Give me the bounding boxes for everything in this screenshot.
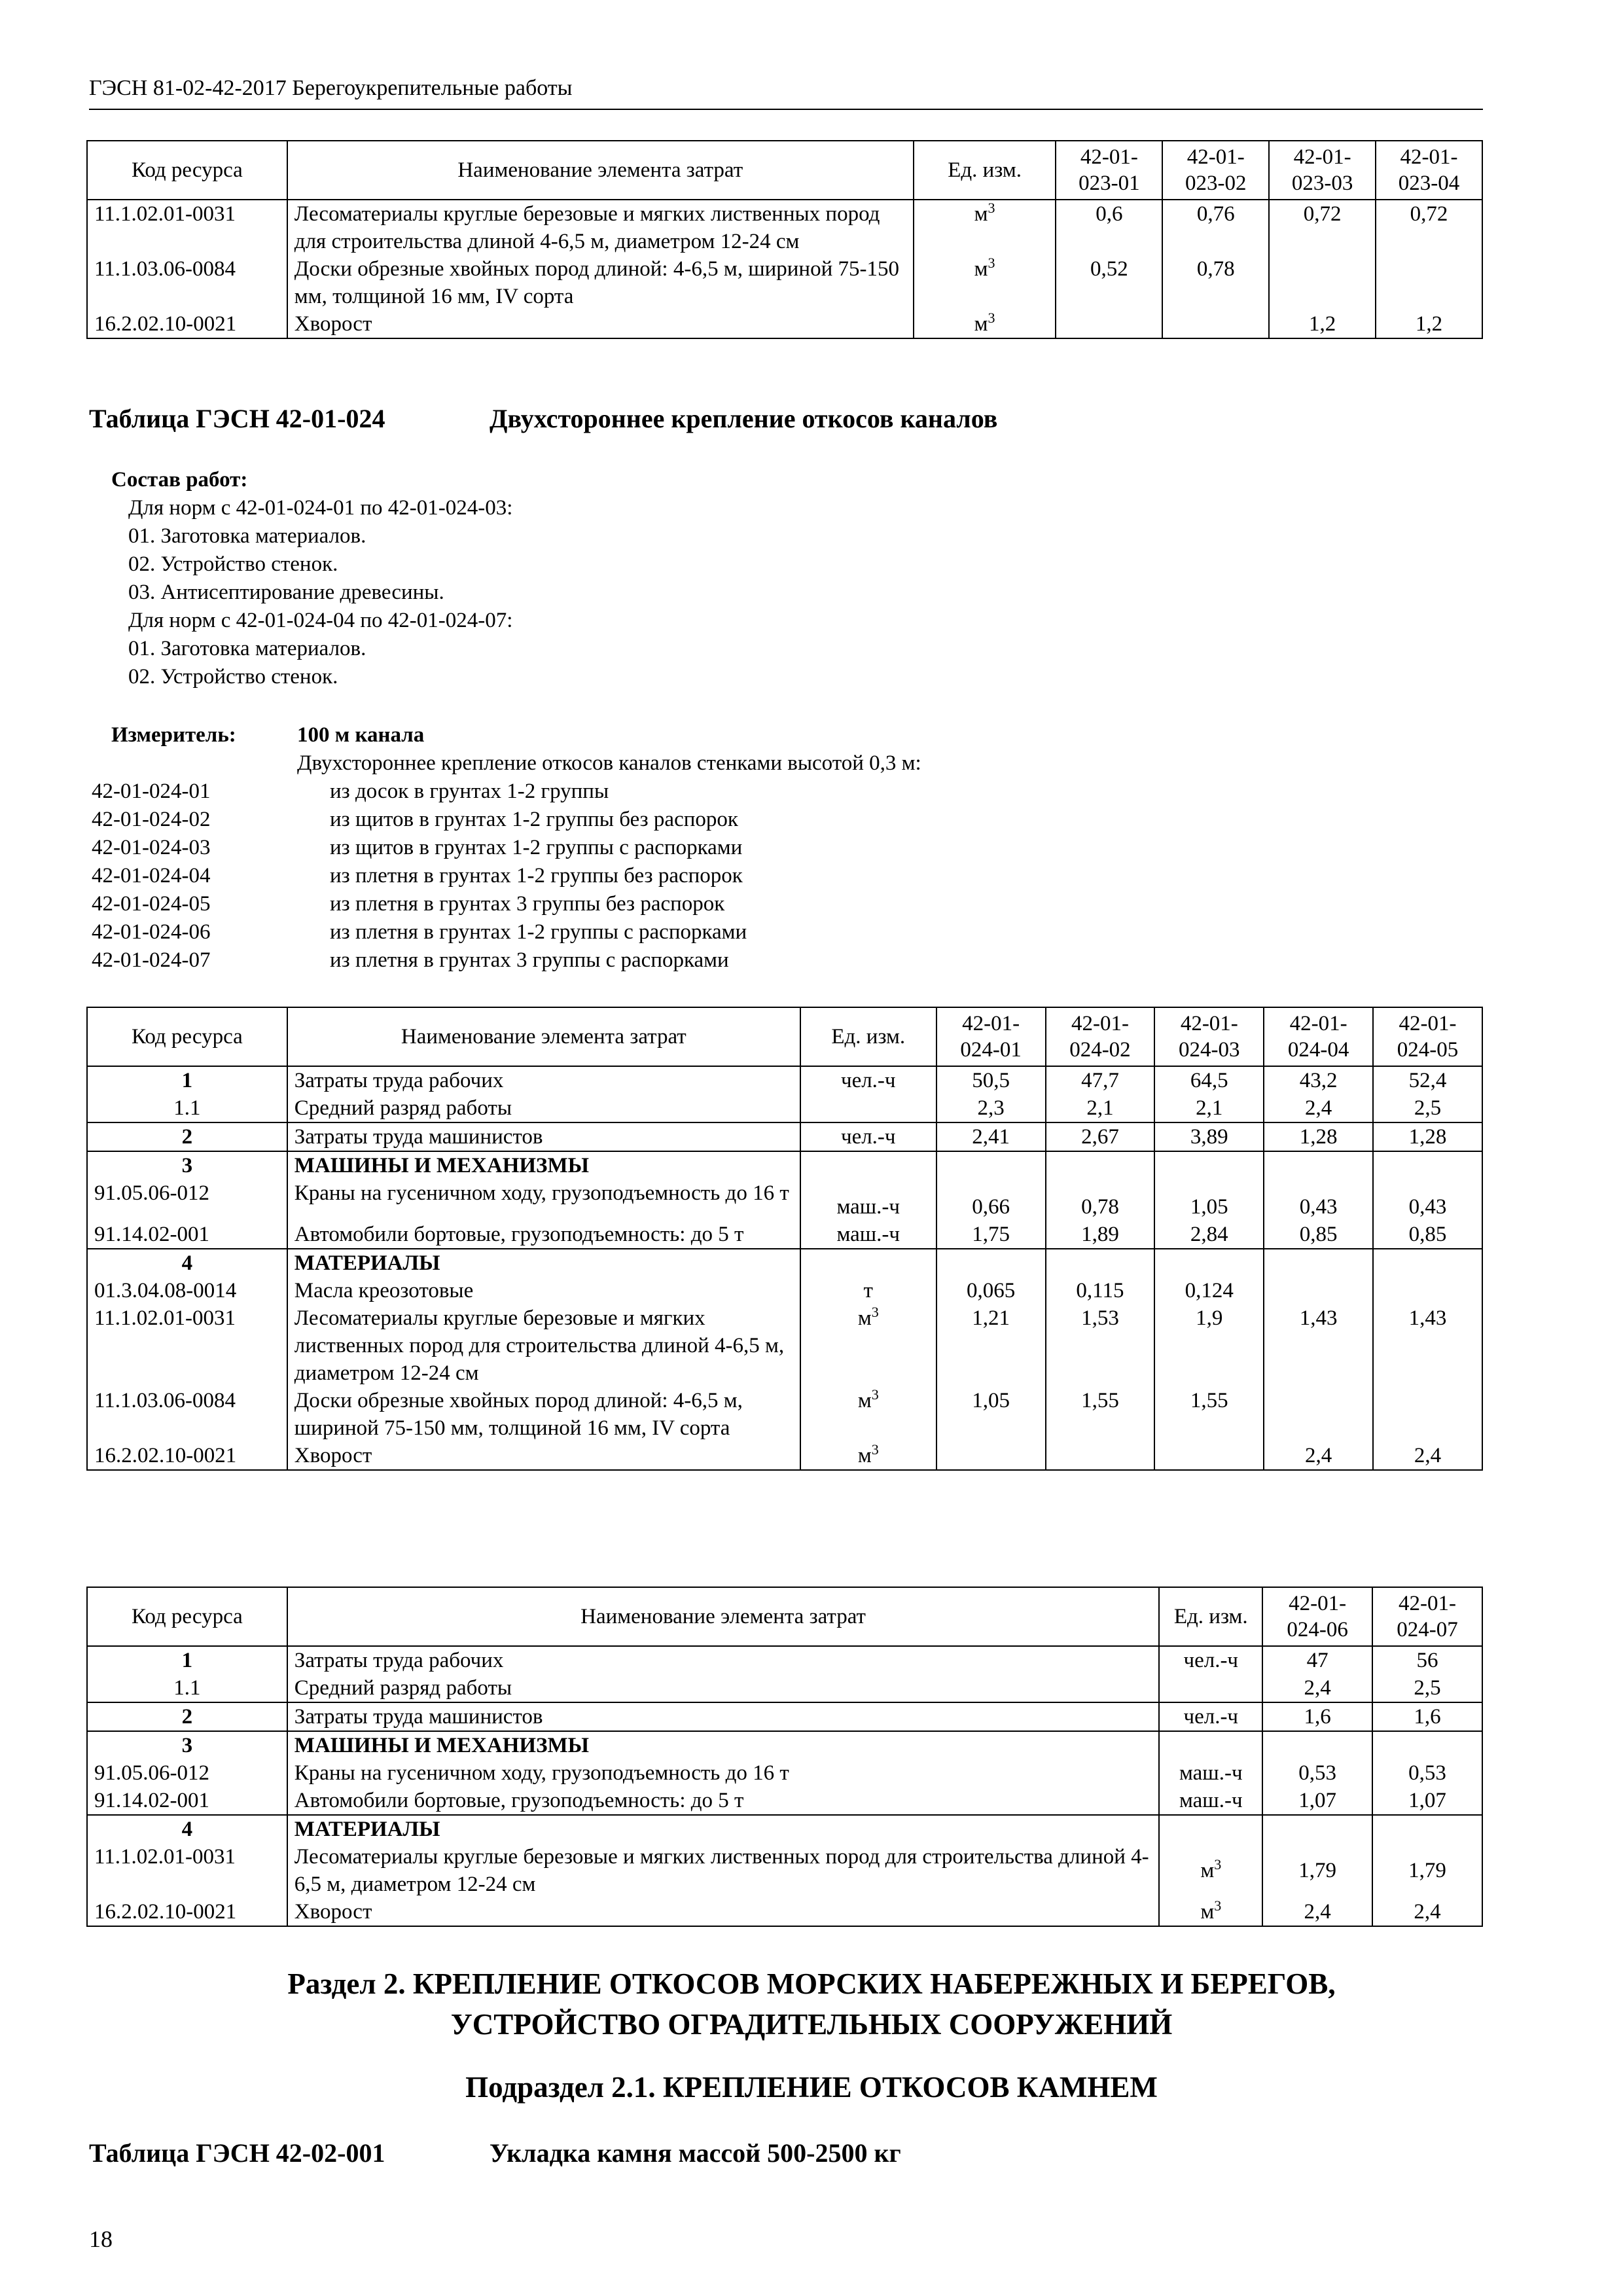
col-code-header: Код ресурса bbox=[87, 1007, 287, 1066]
norm-value: 0,78 bbox=[1046, 1179, 1155, 1221]
resource-name: Лесоматериалы круглые березовые и мягких лиственных пород для строительства длиной 4-6,5 м, диаметром 12-24 см bbox=[287, 1843, 1160, 1898]
next-table-label: Таблица ГЭСН 42-02-001 bbox=[89, 2138, 385, 2168]
resource-unit bbox=[1159, 1674, 1262, 1702]
resource-name: Масла креозотовые bbox=[287, 1277, 800, 1304]
norm-value: 52,4 bbox=[1373, 1066, 1482, 1094]
norm-value: 1,9 bbox=[1154, 1304, 1264, 1387]
norm-value bbox=[1162, 310, 1269, 338]
meter-value: 100 м канала bbox=[297, 723, 425, 747]
resource-code: 91.05.06-012 bbox=[87, 1759, 287, 1787]
resource-name: Хворост bbox=[287, 310, 914, 338]
norm-value: 1,6 bbox=[1262, 1702, 1372, 1731]
resource-code: 11.1.02.01-0031 bbox=[87, 1843, 287, 1898]
norm-value: 1,55 bbox=[1046, 1387, 1155, 1442]
table-row bbox=[87, 1304, 1482, 1387]
norm-header: 42-01- 024-03 bbox=[1154, 1007, 1264, 1066]
resource-code: 11.1.02.01-0031 bbox=[87, 200, 287, 255]
norm-value: 1,28 bbox=[1264, 1122, 1373, 1151]
norm-code: 42-01-024-05 bbox=[92, 892, 211, 916]
empty-cell bbox=[1046, 1151, 1155, 1179]
norm-value bbox=[1264, 1387, 1373, 1442]
norm-value: 2,5 bbox=[1372, 1674, 1482, 1702]
resource-name: Краны на гусеничном ходу, грузоподъемность до 16 т bbox=[287, 1179, 800, 1221]
norm-header: 42-01- 024-04 bbox=[1264, 1007, 1373, 1066]
col-name-header: Наименование элемента затрат bbox=[287, 1007, 800, 1066]
empty-cell bbox=[1262, 1731, 1372, 1759]
norm-value: 2,4 bbox=[1372, 1898, 1482, 1926]
norm-value: 0,53 bbox=[1372, 1759, 1482, 1787]
norm-description: из щитов в грунтах 1-2 группы без распорок bbox=[330, 808, 738, 831]
norm-value: 1,05 bbox=[1154, 1179, 1264, 1221]
norm-value bbox=[1046, 1442, 1155, 1470]
norm-value: 1,28 bbox=[1373, 1122, 1482, 1151]
table-row bbox=[87, 1442, 1482, 1470]
norm-value: 2,4 bbox=[1262, 1898, 1372, 1926]
norm-value: 1,89 bbox=[1046, 1221, 1155, 1249]
subsection-title: Подраздел 2.1. КРЕПЛЕНИЕ ОТКОСОВ КАМНЕМ bbox=[465, 2071, 1158, 2104]
resource-code: 1 bbox=[87, 1646, 287, 1674]
resource-name: Краны на гусеничном ходу, грузоподъемность до 16 т bbox=[287, 1759, 1160, 1787]
norm-code: 42-01-024-07 bbox=[92, 948, 211, 972]
norm-value: 0,065 bbox=[936, 1277, 1046, 1304]
norm-value: 0,85 bbox=[1264, 1221, 1373, 1249]
composition-item: 01. Заготовка материалов. bbox=[128, 637, 366, 660]
norm-header: 42-01- 024-06 bbox=[1262, 1587, 1372, 1646]
norm-header: 42-01- 023-04 bbox=[1376, 141, 1482, 200]
resource-name: Затраты труда рабочих bbox=[287, 1646, 1160, 1674]
group-title: МАТЕРИАЛЫ bbox=[287, 1815, 1160, 1843]
norm-value: 1,6 bbox=[1372, 1702, 1482, 1731]
norm-code: 42-01-024-03 bbox=[92, 836, 211, 859]
norm-value: 47,7 bbox=[1046, 1066, 1155, 1094]
section-title-line: УСТРОЙСТВО ОГРАДИТЕЛЬНЫХ СООРУЖЕНИЙ bbox=[450, 2008, 1173, 2041]
norm-header: 42-01- 024-02 bbox=[1046, 1007, 1155, 1066]
norm-description: из плетня в грунтах 1-2 группы без распорок bbox=[330, 864, 743, 888]
norm-value: 0,115 bbox=[1046, 1277, 1155, 1304]
norm-value: 2,5 bbox=[1373, 1094, 1482, 1122]
norm-value: 0,53 bbox=[1262, 1759, 1372, 1787]
norm-value: 1,2 bbox=[1269, 310, 1376, 338]
resource-unit: маш.-ч bbox=[800, 1221, 936, 1249]
table-row bbox=[87, 1646, 1482, 1674]
table-row bbox=[87, 1179, 1482, 1221]
empty-cell bbox=[1373, 1249, 1482, 1277]
norm-value bbox=[1373, 1387, 1482, 1442]
table-row bbox=[87, 1759, 1482, 1787]
norm-header: 42-01- 024-01 bbox=[936, 1007, 1046, 1066]
norm-value: 2,1 bbox=[1154, 1094, 1264, 1122]
resource-code: 11.1.02.01-0031 bbox=[87, 1304, 287, 1387]
resource-name: Хворост bbox=[287, 1442, 800, 1470]
table-row bbox=[87, 1387, 1482, 1442]
empty-cell bbox=[800, 1249, 936, 1277]
col-unit-header: Ед. изм. bbox=[914, 141, 1056, 200]
empty-cell bbox=[1264, 1151, 1373, 1179]
resource-code: 16.2.02.10-0021 bbox=[87, 1898, 287, 1926]
group-title: МАШИНЫ И МЕХАНИЗМЫ bbox=[287, 1151, 800, 1179]
norm-header: 42-01- 024-05 bbox=[1373, 1007, 1482, 1066]
resource-name: Лесоматериалы круглые березовые и мягких лиственных пород для строительства длиной 4-6,5 м, диаметром 12-24 см bbox=[287, 200, 914, 255]
resource-unit: $м^3$ bbox=[800, 1387, 936, 1442]
resource-code: 11.1.03.06-0084 bbox=[87, 1387, 287, 1442]
resource-code: 4 bbox=[87, 1815, 287, 1843]
norm-value bbox=[1376, 255, 1482, 310]
norm-value: 0,76 bbox=[1162, 200, 1269, 255]
resource-code: 3 bbox=[87, 1731, 287, 1759]
norm-value: 43,2 bbox=[1264, 1066, 1373, 1094]
table-row bbox=[87, 1898, 1482, 1926]
resource-unit: т bbox=[800, 1277, 936, 1304]
resource-unit: $м^3$ bbox=[1159, 1843, 1262, 1898]
norm-description: из плетня в грунтах 1-2 группы с распорками bbox=[330, 920, 747, 944]
section-title bbox=[0, 1964, 1623, 2045]
norm-value: 0,124 bbox=[1154, 1277, 1264, 1304]
norm-value: 56 bbox=[1372, 1646, 1482, 1674]
norm-code: 42-01-024-01 bbox=[92, 780, 211, 803]
norm-codes-list bbox=[92, 778, 210, 975]
norm-value: 1,21 bbox=[936, 1304, 1046, 1387]
table-row bbox=[87, 1066, 1482, 1094]
resource-unit: $м^3$ bbox=[914, 310, 1056, 338]
resource-code: 11.1.03.06-0084 bbox=[87, 255, 287, 310]
resource-code: 1.1 bbox=[87, 1094, 287, 1122]
resource-code: 91.14.02-001 bbox=[87, 1221, 287, 1249]
norm-code: 42-01-024-02 bbox=[92, 808, 211, 831]
norm-value: 0,52 bbox=[1056, 255, 1162, 310]
col-unit-header: Ед. изм. bbox=[800, 1007, 936, 1066]
norm-value bbox=[1154, 1442, 1264, 1470]
norm-value: 50,5 bbox=[936, 1066, 1046, 1094]
table-row bbox=[87, 1731, 1482, 1759]
running-header: ГЭСН 81-02-42-2017 Берегоукрепительные работы bbox=[89, 76, 573, 100]
norm-value: 2,84 bbox=[1154, 1221, 1264, 1249]
resource-unit: $м^3$ bbox=[914, 255, 1056, 310]
resource-table-024-b bbox=[86, 1587, 1483, 1927]
norm-value: 0,43 bbox=[1264, 1179, 1373, 1221]
empty-cell bbox=[1159, 1731, 1262, 1759]
norm-value: 1,79 bbox=[1262, 1843, 1372, 1898]
norm-value: 0,72 bbox=[1376, 200, 1482, 255]
norm-header: 42-01- 023-01 bbox=[1056, 141, 1162, 200]
resource-unit: чел.-ч bbox=[1159, 1646, 1262, 1674]
resource-name: Хворост bbox=[287, 1898, 1160, 1926]
resource-unit: маш.-ч bbox=[1159, 1759, 1262, 1787]
norm-value: 1,43 bbox=[1264, 1304, 1373, 1387]
empty-cell bbox=[1262, 1815, 1372, 1843]
resource-code: 1 bbox=[87, 1066, 287, 1094]
resource-code: 4 bbox=[87, 1249, 287, 1277]
composition-item: Для норм с 42-01-024-04 по 42-01-024-07: bbox=[128, 609, 513, 632]
col-code-header: Код ресурса bbox=[87, 1587, 287, 1646]
next-table-title: Укладка камня массой 500-2500 кг bbox=[490, 2138, 901, 2168]
table-row bbox=[87, 255, 1482, 310]
resource-unit: маш.-ч bbox=[800, 1179, 936, 1221]
table-row bbox=[87, 1094, 1482, 1122]
resource-code: 91.05.06-012 bbox=[87, 1179, 287, 1221]
norm-value: 2,67 bbox=[1046, 1122, 1155, 1151]
norm-descriptions-list bbox=[330, 778, 747, 975]
norm-description: из досок в грунтах 1-2 группы bbox=[330, 780, 609, 803]
resource-table-023 bbox=[86, 140, 1483, 339]
empty-cell bbox=[1154, 1151, 1264, 1179]
composition-label: Состав работ: bbox=[111, 468, 248, 492]
norm-value: 0,43 bbox=[1373, 1179, 1482, 1221]
resource-code: 2 bbox=[87, 1702, 287, 1731]
col-code-header: Код ресурса bbox=[87, 141, 287, 200]
composition-item: 02. Устройство стенок. bbox=[128, 665, 338, 689]
norm-value: 2,41 bbox=[936, 1122, 1046, 1151]
composition-item: 03. Антисептирование древесины. bbox=[128, 581, 444, 604]
norm-value: 0,78 bbox=[1162, 255, 1269, 310]
group-title: МАТЕРИАЛЫ bbox=[287, 1249, 800, 1277]
norm-value: 2,4 bbox=[1373, 1442, 1482, 1470]
composition-item: 01. Заготовка материалов. bbox=[128, 524, 366, 548]
resource-unit: $м^3$ bbox=[800, 1442, 936, 1470]
page-number: 18 bbox=[89, 2226, 113, 2252]
norm-value: 2,3 bbox=[936, 1094, 1046, 1122]
resource-code: 16.2.02.10-0021 bbox=[87, 1442, 287, 1470]
table-row bbox=[87, 1249, 1482, 1277]
norm-value: 2,4 bbox=[1262, 1674, 1372, 1702]
norm-header: 42-01- 024-07 bbox=[1372, 1587, 1482, 1646]
empty-cell bbox=[1046, 1249, 1155, 1277]
resource-name: Затраты труда рабочих bbox=[287, 1066, 800, 1094]
resource-unit: чел.-ч bbox=[1159, 1702, 1262, 1731]
resource-name: Доски обрезные хвойных пород длиной: 4-6,5 м, шириной 75-150 мм, толщиной 16 мм, IV сорта bbox=[287, 1387, 800, 1442]
empty-cell bbox=[936, 1249, 1046, 1277]
col-name-header: Наименование элемента затрат bbox=[287, 141, 914, 200]
norm-description: из плетня в грунтах 3 группы с распорками bbox=[330, 948, 729, 972]
norm-description: из плетня в грунтах 3 группы без распорок bbox=[330, 892, 725, 916]
resource-name: Средний разряд работы bbox=[287, 1094, 800, 1122]
resource-table-024-a bbox=[86, 1007, 1483, 1471]
norm-value: 47 bbox=[1262, 1646, 1372, 1674]
resource-code: 1.1 bbox=[87, 1674, 287, 1702]
resource-name: Затраты труда машинистов bbox=[287, 1122, 800, 1151]
resource-unit: маш.-ч bbox=[1159, 1787, 1262, 1815]
empty-cell bbox=[1159, 1815, 1262, 1843]
table-row bbox=[87, 1221, 1482, 1249]
norm-value: 0,72 bbox=[1269, 200, 1376, 255]
table-row bbox=[87, 1815, 1482, 1843]
norm-value: 1,07 bbox=[1262, 1787, 1372, 1815]
resource-unit bbox=[800, 1094, 936, 1122]
norm-header: 42-01- 023-02 bbox=[1162, 141, 1269, 200]
group-title: МАШИНЫ И МЕХАНИЗМЫ bbox=[287, 1731, 1160, 1759]
norm-code: 42-01-024-06 bbox=[92, 920, 211, 944]
norm-value: 1,55 bbox=[1154, 1387, 1264, 1442]
empty-cell bbox=[1373, 1151, 1482, 1179]
resource-unit: чел.-ч bbox=[800, 1066, 936, 1094]
header-rule bbox=[89, 109, 1483, 110]
empty-cell bbox=[936, 1151, 1046, 1179]
norm-value: 3,89 bbox=[1154, 1122, 1264, 1151]
resource-unit: $м^3$ bbox=[1159, 1898, 1262, 1926]
norm-description: из щитов в грунтах 1-2 группы с распорками bbox=[330, 836, 743, 859]
empty-cell bbox=[800, 1151, 936, 1179]
table-row bbox=[87, 1151, 1482, 1179]
norm-value bbox=[1373, 1277, 1482, 1304]
norm-value: 1,2 bbox=[1376, 310, 1482, 338]
section-title-line: Раздел 2. КРЕПЛЕНИЕ ОТКОСОВ МОРСКИХ НАБЕРЕЖНЫХ И БЕРЕГОВ, bbox=[287, 1967, 1336, 2000]
norm-value: 2,4 bbox=[1264, 1442, 1373, 1470]
table-row bbox=[87, 1674, 1482, 1702]
norm-value bbox=[1056, 310, 1162, 338]
resource-name: Средний разряд работы bbox=[287, 1674, 1160, 1702]
norm-value: 1,75 bbox=[936, 1221, 1046, 1249]
resource-code: 16.2.02.10-0021 bbox=[87, 310, 287, 338]
composition-list bbox=[128, 494, 512, 691]
table-row bbox=[87, 1843, 1482, 1898]
norm-header: 42-01- 023-03 bbox=[1269, 141, 1376, 200]
resource-unit: $м^3$ bbox=[914, 200, 1056, 255]
empty-cell bbox=[1372, 1731, 1482, 1759]
composition-item: Для норм с 42-01-024-01 по 42-01-024-03: bbox=[128, 496, 513, 520]
resource-code: 2 bbox=[87, 1122, 287, 1151]
norm-value: 1,43 bbox=[1373, 1304, 1482, 1387]
empty-cell bbox=[1372, 1815, 1482, 1843]
table-row bbox=[87, 1702, 1482, 1731]
norm-value: 2,4 bbox=[1264, 1094, 1373, 1122]
empty-cell bbox=[1264, 1249, 1373, 1277]
empty-cell bbox=[1154, 1249, 1264, 1277]
composition-item: 02. Устройство стенок. bbox=[128, 552, 338, 576]
meter-label: Измеритель: bbox=[111, 723, 236, 747]
norm-value bbox=[1264, 1277, 1373, 1304]
table-title: Двухстороннее крепление откосов каналов bbox=[490, 404, 998, 433]
norm-value: 1,05 bbox=[936, 1387, 1046, 1442]
resource-code: 01.3.04.08-0014 bbox=[87, 1277, 287, 1304]
resource-name: Доски обрезные хвойных пород длиной: 4-6,5 м, шириной 75-150 мм, толщиной 16 мм, IV сорта bbox=[287, 255, 914, 310]
col-name-header: Наименование элемента затрат bbox=[287, 1587, 1160, 1646]
col-unit-header: Ед. изм. bbox=[1159, 1587, 1262, 1646]
norm-value: 2,1 bbox=[1046, 1094, 1155, 1122]
table-row bbox=[87, 200, 1482, 255]
norm-value: 0,85 bbox=[1373, 1221, 1482, 1249]
norm-value: 0,66 bbox=[936, 1179, 1046, 1221]
norm-value bbox=[936, 1442, 1046, 1470]
resource-name: Автомобили бортовые, грузоподъемность: до 5 т bbox=[287, 1221, 800, 1249]
norm-value: 1,07 bbox=[1372, 1787, 1482, 1815]
resource-code: 3 bbox=[87, 1151, 287, 1179]
table-row bbox=[87, 310, 1482, 338]
norm-value bbox=[1269, 255, 1376, 310]
norm-code: 42-01-024-04 bbox=[92, 864, 211, 888]
norm-value: 64,5 bbox=[1154, 1066, 1264, 1094]
table-row bbox=[87, 1277, 1482, 1304]
resource-name: Лесоматериалы круглые березовые и мягких лиственных пород для строительства длиной 4-6,5 м, диаметром 12-24 см bbox=[287, 1304, 800, 1387]
norm-value: 1,79 bbox=[1372, 1843, 1482, 1898]
resource-name: Автомобили бортовые, грузоподъемность: до 5 т bbox=[287, 1787, 1160, 1815]
resource-unit: $м^3$ bbox=[800, 1304, 936, 1387]
table-row bbox=[87, 1787, 1482, 1815]
resource-code: 91.14.02-001 bbox=[87, 1787, 287, 1815]
resource-unit: чел.-ч bbox=[800, 1122, 936, 1151]
meter-description: Двухстороннее крепление откосов каналов стенками высотой 0,3 м: bbox=[297, 751, 921, 775]
table-label: Таблица ГЭСН 42-01-024 bbox=[89, 404, 385, 433]
resource-name: Затраты труда машинистов bbox=[287, 1702, 1160, 1731]
table-row bbox=[87, 1122, 1482, 1151]
norm-value: 1,53 bbox=[1046, 1304, 1155, 1387]
norm-value: 0,6 bbox=[1056, 200, 1162, 255]
